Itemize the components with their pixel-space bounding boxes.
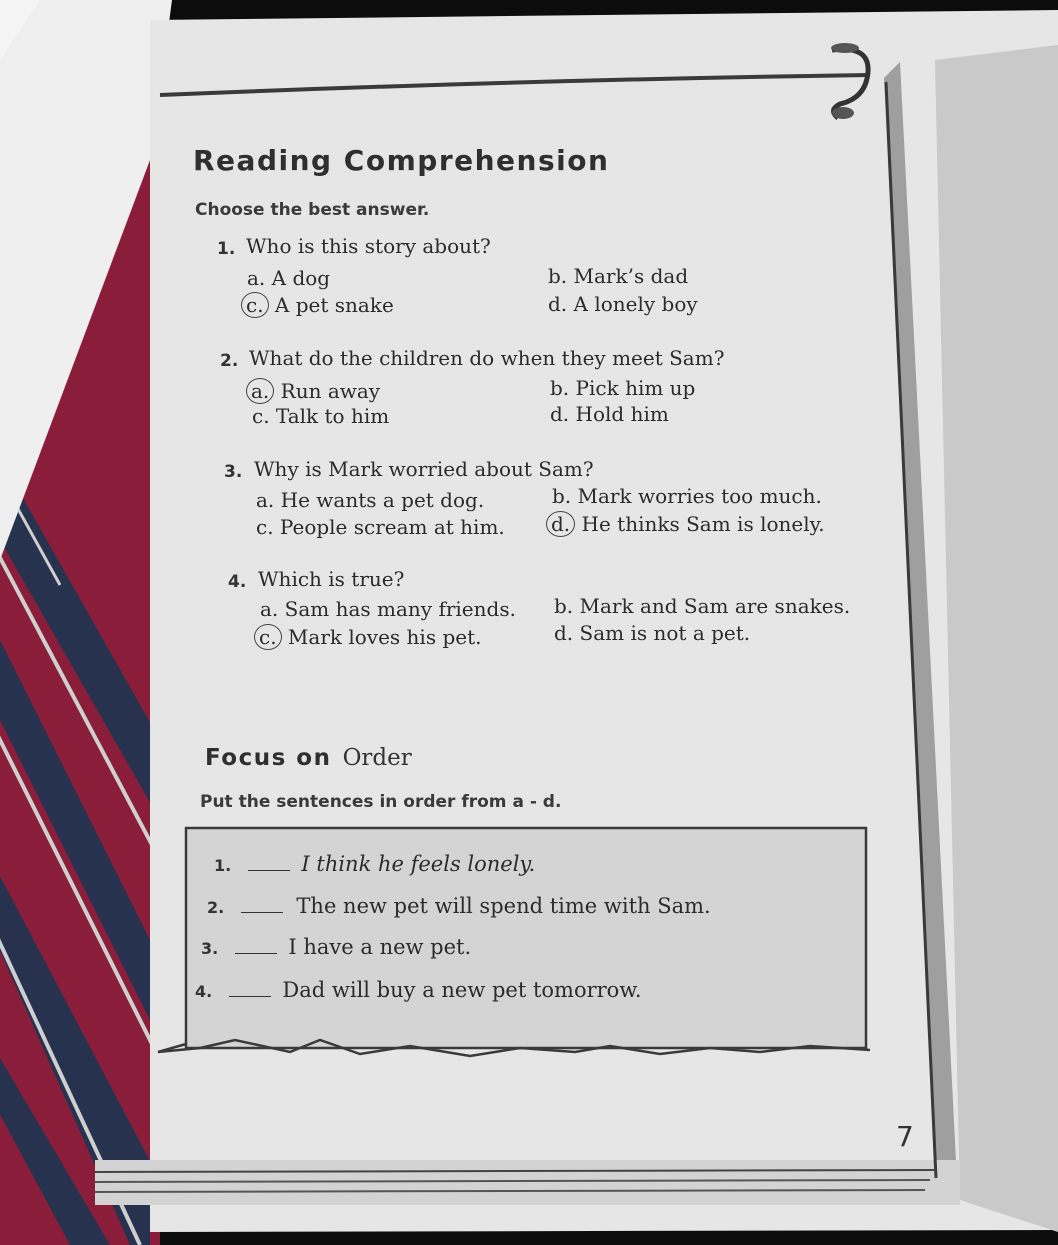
answer-option-c[interactable]: c. People scream at him. xyxy=(256,515,505,539)
focus-label: Focus on xyxy=(205,745,332,771)
answer-blank[interactable] xyxy=(229,984,271,997)
question-text: Why is Mark worried about Sam? xyxy=(254,457,594,481)
answer-option-b[interactable]: b. Mark worries too much. xyxy=(552,484,822,508)
question-text: Which is true? xyxy=(258,567,405,591)
question-number: 4. xyxy=(228,572,247,592)
question-text: Who is this story about? xyxy=(246,234,491,258)
answer-blank[interactable] xyxy=(235,941,277,954)
sentence-number: 2. xyxy=(207,898,225,917)
answer-option-c[interactable]: c. Mark loves his pet. xyxy=(260,624,482,650)
answer-option-d[interactable]: d. He thinks Sam is lonely. xyxy=(552,511,825,537)
page-number: 7 xyxy=(896,1120,914,1153)
answer-blank[interactable] xyxy=(248,858,290,871)
answer-option-c[interactable]: c. A pet snake xyxy=(247,292,394,318)
circled-answer-mark: c. xyxy=(241,292,269,318)
question-number: 3. xyxy=(224,462,243,482)
answer-blank[interactable] xyxy=(241,900,283,913)
answer-option-b[interactable]: b. Mark’s dad xyxy=(548,264,689,288)
question-text: What do the children do when they meet Sam? xyxy=(249,346,725,370)
answer-option-b[interactable]: b. Pick him up xyxy=(550,376,696,400)
answer-option-d[interactable]: d. A lonely boy xyxy=(548,292,698,316)
page-title: Reading Comprehension xyxy=(193,144,610,177)
answer-option-a[interactable]: a. Run away xyxy=(252,378,380,404)
question-number: 1. xyxy=(217,239,236,259)
sentence-number: 4. xyxy=(195,982,213,1001)
answer-option-b[interactable]: b. Mark and Sam are snakes. xyxy=(554,594,851,618)
sentence-text: I think he feels lonely. xyxy=(301,852,536,876)
sentence-number: 3. xyxy=(201,939,219,958)
order-instructions: Put the sentences in order from a - d. xyxy=(200,792,562,812)
circled-answer-mark: c. xyxy=(254,624,282,650)
circled-answer-mark: a. xyxy=(246,378,274,404)
answer-option-a[interactable]: a. A dog xyxy=(247,266,331,290)
sentence-number: 1. xyxy=(214,856,232,875)
sentence-row xyxy=(201,935,471,959)
instructions: Choose the best answer. xyxy=(195,200,430,220)
answer-option-a[interactable]: a. Sam has many friends. xyxy=(260,597,516,621)
sentence-row xyxy=(207,894,711,918)
sentence-text: I have a new pet. xyxy=(288,935,472,959)
focus-heading xyxy=(205,745,412,771)
sentence-row xyxy=(195,978,642,1002)
question-number: 2. xyxy=(220,351,239,371)
answer-option-a[interactable]: a. He wants a pet dog. xyxy=(256,488,485,512)
answer-option-d[interactable]: d. Sam is not a pet. xyxy=(554,621,751,645)
answer-option-c[interactable]: c. Talk to him xyxy=(252,404,390,428)
circled-answer-mark: d. xyxy=(546,511,575,537)
focus-topic: Order xyxy=(342,745,412,771)
answer-option-d[interactable]: d. Hold him xyxy=(550,402,669,426)
sentence-text: The new pet will spend time with Sam. xyxy=(296,894,711,918)
sentence-row xyxy=(214,852,535,876)
sentence-text: Dad will buy a new pet tomorrow. xyxy=(282,978,642,1002)
